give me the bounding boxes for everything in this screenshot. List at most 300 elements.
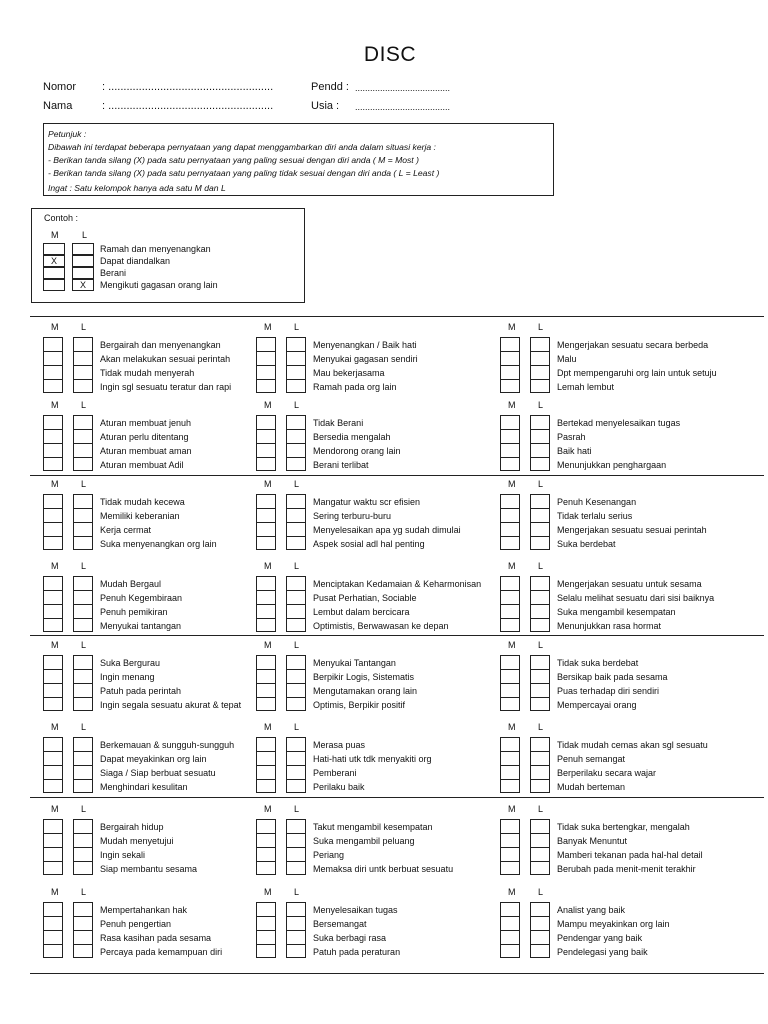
least-checkbox-column — [530, 337, 550, 393]
most-checkbox-column — [43, 902, 63, 958]
least-label: L — [81, 722, 87, 732]
section-divider — [30, 316, 764, 317]
least-checkbox[interactable] — [287, 416, 305, 430]
least-checkbox[interactable] — [531, 577, 549, 591]
least-checkbox[interactable] — [74, 495, 92, 509]
most-checkbox[interactable] — [257, 444, 275, 458]
most-checkbox[interactable] — [257, 577, 275, 591]
statement-list — [100, 903, 222, 959]
most-checkbox[interactable] — [257, 848, 275, 862]
least-checkbox[interactable] — [531, 903, 549, 917]
least-checkbox-column — [73, 576, 93, 632]
statement: Berpikir Logis, Sistematis — [313, 672, 415, 682]
most-checkbox-column — [256, 337, 276, 393]
least-checkbox[interactable] — [74, 752, 92, 766]
statement-group — [500, 322, 745, 392]
least-checkbox[interactable] — [531, 862, 549, 876]
most-checkbox[interactable] — [257, 509, 275, 523]
least-checkbox[interactable] — [74, 537, 92, 551]
most-checkbox[interactable] — [257, 380, 275, 394]
statement: Patuh pada perintah — [100, 686, 182, 696]
least-checkbox[interactable] — [287, 366, 305, 380]
least-label: L — [294, 887, 300, 897]
least-checkbox[interactable] — [287, 917, 305, 931]
most-checkbox[interactable] — [44, 752, 62, 766]
least-checkbox[interactable] — [74, 917, 92, 931]
least-checkbox[interactable] — [531, 738, 549, 752]
statement: Mengerjakan sesuatu secara berbeda — [557, 340, 709, 350]
least-checkbox[interactable] — [74, 605, 92, 619]
least-label: L — [294, 322, 300, 332]
least-checkbox[interactable] — [74, 509, 92, 523]
most-checkbox[interactable] — [44, 577, 62, 591]
most-checkbox[interactable] — [44, 698, 62, 712]
statement: Siap membantu sesama — [100, 864, 198, 874]
most-checkbox[interactable] — [257, 862, 275, 876]
example-least-box — [72, 243, 94, 255]
section-divider — [30, 475, 764, 476]
statement: Siaga / Siap berbuat sesuatu — [100, 768, 216, 778]
least-checkbox[interactable] — [287, 738, 305, 752]
statement: Merasa puas — [313, 740, 366, 750]
least-checkbox[interactable] — [74, 931, 92, 945]
least-checkbox[interactable] — [287, 619, 305, 633]
least-checkbox[interactable] — [74, 862, 92, 876]
least-checkbox[interactable] — [74, 945, 92, 959]
least-checkbox[interactable] — [287, 430, 305, 444]
least-checkbox[interactable] — [287, 591, 305, 605]
statement: Penuh semangat — [557, 754, 626, 764]
statement: Menyelesaikan apa yg sudah dimulai — [313, 525, 461, 535]
most-checkbox[interactable] — [44, 684, 62, 698]
statement: Mampu meyakinkan org lain — [557, 919, 670, 929]
least-checkbox[interactable] — [287, 834, 305, 848]
most-checkbox[interactable] — [501, 458, 519, 472]
most-checkbox[interactable] — [44, 945, 62, 959]
most-checkbox[interactable] — [257, 430, 275, 444]
nama-label: Nama — [43, 100, 73, 112]
least-checkbox[interactable] — [287, 931, 305, 945]
most-checkbox[interactable] — [501, 338, 519, 352]
least-checkbox[interactable] — [531, 523, 549, 537]
most-checkbox[interactable] — [44, 738, 62, 752]
least-checkbox[interactable] — [531, 684, 549, 698]
least-checkbox[interactable] — [287, 380, 305, 394]
most-checkbox[interactable] — [44, 352, 62, 366]
most-checkbox[interactable] — [257, 931, 275, 945]
most-checkbox[interactable] — [257, 338, 275, 352]
most-checkbox[interactable] — [257, 619, 275, 633]
least-checkbox[interactable] — [287, 780, 305, 794]
statement: Mangatur waktu scr efisien — [313, 497, 421, 507]
statement: Kerja cermat — [100, 525, 152, 535]
statement: Pusat Perhatian, Sociable — [313, 593, 417, 603]
least-checkbox[interactable] — [74, 656, 92, 670]
statement: Memiliki keberanian — [100, 511, 180, 521]
statement-list — [557, 338, 717, 394]
most-checkbox[interactable] — [257, 752, 275, 766]
most-checkbox[interactable] — [44, 903, 62, 917]
least-checkbox[interactable] — [287, 862, 305, 876]
most-checkbox[interactable] — [257, 458, 275, 472]
least-checkbox-column — [73, 494, 93, 550]
most-checkbox[interactable] — [501, 537, 519, 551]
least-checkbox-column — [286, 337, 306, 393]
most-checkbox[interactable] — [257, 834, 275, 848]
most-checkbox[interactable] — [501, 862, 519, 876]
least-checkbox[interactable] — [531, 848, 549, 862]
least-checkbox[interactable] — [531, 509, 549, 523]
most-checkbox[interactable] — [257, 684, 275, 698]
least-checkbox[interactable] — [531, 752, 549, 766]
most-checkbox[interactable] — [44, 834, 62, 848]
statement-group — [256, 400, 501, 470]
statement: Mudah berteman — [557, 782, 626, 792]
least-checkbox[interactable] — [74, 444, 92, 458]
instructions-note: Ingat : Satu kelompok hanya ada satu M dan L — [48, 183, 226, 193]
least-checkbox[interactable] — [531, 495, 549, 509]
least-checkbox[interactable] — [74, 834, 92, 848]
most-checkbox[interactable] — [44, 430, 62, 444]
instructions-line: - Berikan tanda silang (X) pada satu pernyataan yang paling tidak sesuai dengan diri anda ( L = Least ) — [48, 168, 440, 178]
least-checkbox[interactable] — [287, 670, 305, 684]
most-checkbox[interactable] — [501, 752, 519, 766]
most-checkbox[interactable] — [501, 416, 519, 430]
most-checkbox-column — [256, 494, 276, 550]
statement: Mamberi tekanan pada hal-hal detail — [557, 850, 703, 860]
statement: Menyenangkan / Baik hati — [313, 340, 417, 350]
least-checkbox[interactable] — [287, 684, 305, 698]
statement-list — [557, 820, 703, 876]
least-checkbox[interactable] — [74, 670, 92, 684]
example-statement: Mengikuti gagasan orang lain — [100, 280, 218, 290]
statement: Aturan membuat Adil — [100, 460, 184, 470]
statement: Suka berdebat — [557, 539, 616, 549]
most-checkbox[interactable] — [257, 766, 275, 780]
least-checkbox-column — [73, 415, 93, 471]
least-checkbox[interactable] — [74, 366, 92, 380]
most-checkbox[interactable] — [44, 766, 62, 780]
most-checkbox[interactable] — [501, 670, 519, 684]
least-checkbox[interactable] — [531, 352, 549, 366]
statement: Mempertahankan hak — [100, 905, 188, 915]
least-checkbox[interactable] — [531, 605, 549, 619]
most-label: M — [264, 400, 272, 410]
most-checkbox[interactable] — [501, 577, 519, 591]
most-checkbox[interactable] — [501, 684, 519, 698]
least-checkbox[interactable] — [74, 591, 92, 605]
least-checkbox[interactable] — [287, 903, 305, 917]
most-checkbox[interactable] — [44, 917, 62, 931]
statement: Tidak mudah menyerah — [100, 368, 195, 378]
most-checkbox[interactable] — [257, 656, 275, 670]
least-checkbox[interactable] — [287, 848, 305, 862]
most-checkbox[interactable] — [257, 416, 275, 430]
least-checkbox[interactable] — [74, 430, 92, 444]
most-checkbox[interactable] — [257, 352, 275, 366]
statement: Menyukai gagasan sendiri — [313, 354, 418, 364]
most-checkbox[interactable] — [44, 619, 62, 633]
least-checkbox[interactable] — [74, 352, 92, 366]
most-checkbox[interactable] — [501, 917, 519, 931]
most-checkbox[interactable] — [501, 352, 519, 366]
least-checkbox[interactable] — [531, 591, 549, 605]
most-checkbox[interactable] — [44, 458, 62, 472]
statement-list — [557, 656, 668, 712]
least-checkbox[interactable] — [74, 523, 92, 537]
most-checkbox[interactable] — [501, 698, 519, 712]
most-checkbox[interactable] — [257, 670, 275, 684]
least-checkbox[interactable] — [531, 917, 549, 931]
pendd-field[interactable]: ...................................... — [355, 83, 451, 93]
least-checkbox[interactable] — [287, 766, 305, 780]
most-checkbox[interactable] — [257, 523, 275, 537]
most-checkbox[interactable] — [44, 338, 62, 352]
statement: Suka mengambil peluang — [313, 836, 415, 846]
most-label: M — [51, 479, 59, 489]
least-checkbox[interactable] — [74, 684, 92, 698]
least-checkbox[interactable] — [531, 670, 549, 684]
least-checkbox[interactable] — [287, 352, 305, 366]
most-checkbox-column — [500, 737, 520, 793]
most-checkbox[interactable] — [501, 766, 519, 780]
least-checkbox[interactable] — [287, 656, 305, 670]
least-checkbox[interactable] — [531, 656, 549, 670]
most-checkbox[interactable] — [257, 903, 275, 917]
statement: Banyak Menuntut — [557, 836, 628, 846]
statement: Optimis, Berpikir positif — [313, 700, 406, 710]
least-checkbox[interactable] — [74, 766, 92, 780]
most-checkbox[interactable] — [501, 903, 519, 917]
least-checkbox[interactable] — [531, 338, 549, 352]
least-checkbox-column — [73, 737, 93, 793]
least-checkbox[interactable] — [531, 537, 549, 551]
least-checkbox[interactable] — [74, 619, 92, 633]
example-row — [43, 243, 283, 255]
least-checkbox[interactable] — [531, 780, 549, 794]
example-l-label: L — [82, 230, 88, 240]
least-checkbox[interactable] — [531, 380, 549, 394]
statement-group — [256, 804, 501, 874]
most-checkbox[interactable] — [501, 605, 519, 619]
statement: Mempercayai orang — [557, 700, 637, 710]
most-checkbox[interactable] — [44, 591, 62, 605]
least-checkbox[interactable] — [531, 698, 549, 712]
least-checkbox[interactable] — [74, 416, 92, 430]
least-label: L — [294, 804, 300, 814]
least-label: L — [538, 722, 544, 732]
most-checkbox[interactable] — [44, 848, 62, 862]
example-least-box — [72, 267, 94, 279]
least-checkbox[interactable] — [287, 509, 305, 523]
most-checkbox[interactable] — [44, 495, 62, 509]
statement: Aturan membuat jenuh — [100, 418, 192, 428]
statement-group — [256, 322, 501, 392]
statement-list — [100, 738, 234, 794]
least-checkbox[interactable] — [74, 903, 92, 917]
most-checkbox[interactable] — [501, 945, 519, 959]
least-checkbox[interactable] — [531, 766, 549, 780]
most-checkbox[interactable] — [501, 656, 519, 670]
most-checkbox[interactable] — [257, 495, 275, 509]
statement: Tidak terlalu serius — [557, 511, 633, 521]
least-checkbox-column — [73, 337, 93, 393]
most-checkbox[interactable] — [257, 917, 275, 931]
least-checkbox-column — [530, 819, 550, 875]
most-checkbox[interactable] — [44, 509, 62, 523]
most-checkbox[interactable] — [257, 780, 275, 794]
most-checkbox-column — [43, 737, 63, 793]
statement: Ingin sekali — [100, 850, 146, 860]
most-checkbox[interactable] — [501, 780, 519, 794]
statement: Ingin segala sesuatu akurat & tepat — [100, 700, 242, 710]
most-checkbox[interactable] — [501, 591, 519, 605]
statement-list — [313, 820, 453, 876]
most-checkbox[interactable] — [257, 698, 275, 712]
least-checkbox[interactable] — [287, 458, 305, 472]
least-checkbox[interactable] — [74, 458, 92, 472]
least-checkbox[interactable] — [287, 752, 305, 766]
most-checkbox[interactable] — [501, 820, 519, 834]
least-checkbox-column — [530, 902, 550, 958]
least-checkbox[interactable] — [287, 338, 305, 352]
least-label: L — [294, 479, 300, 489]
least-checkbox[interactable] — [531, 444, 549, 458]
least-checkbox[interactable] — [287, 698, 305, 712]
least-checkbox[interactable] — [74, 698, 92, 712]
most-checkbox[interactable] — [501, 931, 519, 945]
least-checkbox[interactable] — [531, 931, 549, 945]
most-checkbox[interactable] — [501, 430, 519, 444]
least-checkbox[interactable] — [287, 820, 305, 834]
most-checkbox[interactable] — [257, 605, 275, 619]
least-checkbox[interactable] — [531, 619, 549, 633]
most-checkbox[interactable] — [44, 444, 62, 458]
most-checkbox[interactable] — [44, 820, 62, 834]
most-checkbox[interactable] — [44, 931, 62, 945]
most-checkbox[interactable] — [44, 780, 62, 794]
most-checkbox[interactable] — [501, 444, 519, 458]
least-checkbox[interactable] — [287, 605, 305, 619]
statement-group — [500, 640, 745, 710]
least-checkbox[interactable] — [531, 430, 549, 444]
most-checkbox[interactable] — [44, 416, 62, 430]
most-checkbox[interactable] — [44, 862, 62, 876]
most-checkbox-column — [256, 737, 276, 793]
least-checkbox[interactable] — [287, 577, 305, 591]
least-checkbox[interactable] — [287, 523, 305, 537]
most-checkbox[interactable] — [501, 834, 519, 848]
statement: Ramah pada org lain — [313, 382, 397, 392]
most-checkbox[interactable] — [501, 738, 519, 752]
least-checkbox[interactable] — [531, 945, 549, 959]
most-checkbox[interactable] — [501, 848, 519, 862]
statement-group — [500, 561, 745, 631]
nomor-field[interactable]: : ...................................................... — [102, 81, 274, 93]
statement: Berperilaku secara wajar — [557, 768, 657, 778]
most-label: M — [508, 887, 516, 897]
statement-list — [100, 820, 197, 876]
most-checkbox[interactable] — [44, 537, 62, 551]
least-checkbox[interactable] — [531, 820, 549, 834]
most-checkbox[interactable] — [257, 738, 275, 752]
least-checkbox[interactable] — [74, 380, 92, 394]
statement: Aturan perlu ditentang — [100, 432, 189, 442]
example-most-box — [43, 279, 65, 291]
least-checkbox[interactable] — [287, 495, 305, 509]
statement: Tidak suka bertengkar, mengalah — [557, 822, 690, 832]
least-checkbox[interactable] — [287, 537, 305, 551]
most-checkbox[interactable] — [44, 670, 62, 684]
most-checkbox[interactable] — [501, 366, 519, 380]
statement: Menciptakan Kedamaian & Keharmonisan — [313, 579, 482, 589]
most-checkbox[interactable] — [501, 509, 519, 523]
nomor-label: Nomor — [43, 81, 77, 93]
least-checkbox[interactable] — [531, 366, 549, 380]
most-checkbox[interactable] — [257, 366, 275, 380]
nama-field[interactable]: : ...................................................... — [102, 100, 274, 112]
most-checkbox[interactable] — [44, 656, 62, 670]
statement: Rasa kasihan pada sesama — [100, 933, 212, 943]
least-checkbox[interactable] — [74, 780, 92, 794]
statement: Dapat meyakinkan org lain — [100, 754, 207, 764]
least-checkbox[interactable] — [531, 458, 549, 472]
least-checkbox[interactable] — [287, 945, 305, 959]
most-checkbox[interactable] — [501, 495, 519, 509]
least-checkbox[interactable] — [531, 416, 549, 430]
statement: Menghindari kesulitan — [100, 782, 188, 792]
least-checkbox-column — [286, 494, 306, 550]
most-checkbox[interactable] — [501, 523, 519, 537]
most-label: M — [264, 479, 272, 489]
most-checkbox[interactable] — [257, 591, 275, 605]
statement-list — [100, 338, 231, 394]
statement: Tidak mudah kecewa — [100, 497, 185, 507]
statement-list — [557, 738, 708, 794]
most-checkbox[interactable] — [44, 380, 62, 394]
most-checkbox[interactable] — [44, 366, 62, 380]
statement-list — [100, 495, 217, 551]
least-checkbox-column — [286, 655, 306, 711]
least-checkbox[interactable] — [74, 848, 92, 862]
statement-list — [313, 577, 481, 633]
example-least-box — [72, 255, 94, 267]
statement: Penuh pengertian — [100, 919, 172, 929]
statement: Mendorong orang lain — [313, 446, 401, 456]
most-checkbox[interactable] — [257, 537, 275, 551]
statement: Tidak Berani — [313, 418, 364, 428]
least-checkbox[interactable] — [74, 820, 92, 834]
least-checkbox[interactable] — [74, 338, 92, 352]
most-checkbox[interactable] — [44, 523, 62, 537]
statement: Berubah pada menit-menit terakhir — [557, 864, 696, 874]
least-checkbox[interactable] — [74, 577, 92, 591]
least-checkbox[interactable] — [287, 444, 305, 458]
statement-group — [43, 722, 288, 792]
least-checkbox-column — [286, 902, 306, 958]
most-checkbox[interactable] — [257, 945, 275, 959]
least-checkbox[interactable] — [74, 738, 92, 752]
least-checkbox-column — [530, 494, 550, 550]
most-checkbox-column — [256, 902, 276, 958]
most-checkbox[interactable] — [501, 380, 519, 394]
most-checkbox[interactable] — [501, 619, 519, 633]
most-checkbox[interactable] — [44, 605, 62, 619]
usia-field[interactable]: ...................................... — [355, 102, 451, 112]
most-checkbox-column — [500, 576, 520, 632]
least-checkbox[interactable] — [531, 834, 549, 848]
most-checkbox[interactable] — [257, 820, 275, 834]
